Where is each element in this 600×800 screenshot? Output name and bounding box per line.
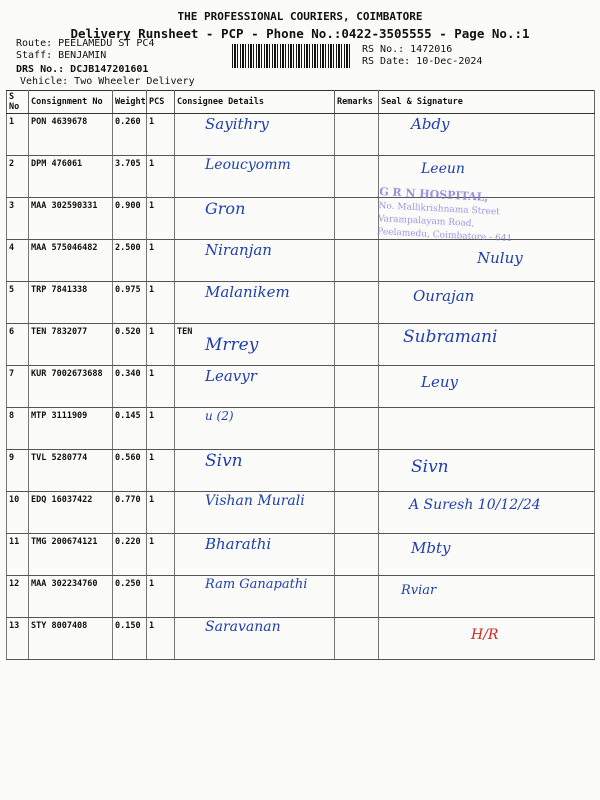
row-sno: 10 (7, 492, 29, 534)
table-row (7, 114, 595, 156)
row-consignee-details (175, 534, 335, 576)
row-consignee-details (175, 492, 335, 534)
row-remarks (335, 534, 379, 576)
seal-signature: Mbty (411, 539, 451, 557)
row-sno: 5 (7, 282, 29, 324)
row-weight: 0.770 (113, 492, 147, 534)
row-consignee-details (175, 408, 335, 450)
row-weight: 2.500 (113, 240, 147, 282)
row-sno: 11 (7, 534, 29, 576)
row-sno: 8 (7, 408, 29, 450)
seal-name: G R N HOSPITAL, (378, 185, 489, 204)
row-seal-signature (379, 366, 595, 408)
table-row (7, 324, 595, 366)
table-header-row (7, 91, 595, 114)
row-consignment-no: TMG 200674121 (29, 534, 113, 576)
row-consignee-details (175, 618, 335, 660)
row-consignment-no: DPM 476061 (29, 156, 113, 198)
col-consignee: Consignee Details (175, 91, 335, 114)
consignee-signature: Saravanan (205, 619, 281, 635)
seal-signature: Abdy (411, 115, 450, 133)
seal-signature: Leuy (421, 373, 458, 391)
row-pcs: 1 (147, 156, 175, 198)
seal-signature: Rviar (401, 583, 437, 598)
row-sno: 9 (7, 450, 29, 492)
row-pcs: 1 (147, 576, 175, 618)
consignee-signature: Malanikem (205, 283, 290, 301)
row-weight: 0.900 (113, 198, 147, 240)
row-pcs: 1 (147, 198, 175, 240)
row-consignment-no: MAA 302234760 (29, 576, 113, 618)
row-weight: 0.250 (113, 576, 147, 618)
row-consignment-no: TVL 5280774 (29, 450, 113, 492)
hospital-seal (377, 185, 530, 251)
row-seal-signature (379, 618, 595, 660)
consignee-signature: Niranjan (205, 241, 272, 259)
row-consignment-no: EDQ 16037422 (29, 492, 113, 534)
row-remarks (335, 450, 379, 492)
row-consignment-no: TRP 7841338 (29, 282, 113, 324)
table-row (7, 408, 595, 450)
row-weight: 0.145 (113, 408, 147, 450)
runsheet-title: Delivery Runsheet - PCP - Phone No.:0422-3505555 - Page No.:1 (70, 26, 530, 41)
consignee-signature: Gron (205, 199, 246, 218)
row-consignment-no: TEN 7832077 (29, 324, 113, 366)
row-seal-signature (379, 450, 595, 492)
row-sno: 6 (7, 324, 29, 366)
seal-signature: Ourajan (413, 287, 475, 305)
row-pcs: 1 (147, 324, 175, 366)
row-remarks (335, 618, 379, 660)
row-sno: 12 (7, 576, 29, 618)
consignee-signature: Sayithry (205, 115, 269, 133)
row-seal-signature (379, 324, 595, 366)
consignee-signature: Mrrey (205, 335, 259, 355)
seal-signature: Leeun (421, 161, 465, 177)
row-sno: 7 (7, 366, 29, 408)
table-row (7, 534, 595, 576)
row-consignment-no: MAA 302590331 (29, 198, 113, 240)
table-row (7, 576, 595, 618)
consignee-signature: Vishan Murali (205, 493, 305, 509)
table-row (7, 618, 595, 660)
row-remarks (335, 324, 379, 366)
row-weight: 0.260 (113, 114, 147, 156)
row-consignee-details (175, 114, 335, 156)
row-remarks (335, 366, 379, 408)
seal-signature: Nuluy (477, 249, 523, 267)
row-pcs: 1 (147, 282, 175, 324)
row-sno: 1 (7, 114, 29, 156)
row-remarks (335, 576, 379, 618)
row-pcs: 1 (147, 240, 175, 282)
seal-line-1: No. Mallikrishnama Street (378, 201, 501, 218)
staff-label: Staff: BENJAMIN (16, 50, 107, 61)
table-row (7, 282, 595, 324)
row-remarks (335, 408, 379, 450)
row-weight: 0.520 (113, 324, 147, 366)
row-consignee-details (175, 366, 335, 408)
row-seal-signature (379, 576, 595, 618)
row-consignee-details (175, 450, 335, 492)
row-weight: 0.340 (113, 366, 147, 408)
col-seal-signature: Seal & Signature (379, 91, 595, 114)
row-consignee-details (175, 198, 335, 240)
col-remarks: Remarks (335, 91, 379, 114)
company-name: THE PROFESSIONAL COURIERS, COIMBATORE (177, 10, 423, 23)
table-row (7, 492, 595, 534)
row-pcs: 1 (147, 114, 175, 156)
row-consignment-no: MAA 575046482 (29, 240, 113, 282)
consignee-signature: Leavyr (205, 367, 257, 385)
row-sno: 4 (7, 240, 29, 282)
consignee-signature: Ram Ganapathi (205, 577, 308, 592)
row-remarks (335, 156, 379, 198)
seal-signature: Subramani (403, 327, 498, 347)
row-pcs: 1 (147, 534, 175, 576)
row-remarks (335, 282, 379, 324)
row-consignee-details (175, 240, 335, 282)
row-weight: 3.705 (113, 156, 147, 198)
row-seal-signature (379, 534, 595, 576)
row-seal-signature (379, 408, 595, 450)
route-label: Route: PEELAMEDU ST PC4 (16, 38, 155, 49)
row-sno: 3 (7, 198, 29, 240)
consignee-signature: Sivn (205, 451, 243, 471)
vehicle-label: Vehicle: Two Wheeler Delivery (20, 76, 195, 87)
row-pcs: 1 (147, 618, 175, 660)
row-weight: 0.150 (113, 618, 147, 660)
col-consignment: Consignment No (29, 91, 113, 114)
row-pcs: 1 (147, 492, 175, 534)
table-row (7, 366, 595, 408)
col-sno: S No (7, 91, 29, 114)
seal-signature: Sivn (411, 457, 449, 477)
row-remarks (335, 114, 379, 156)
row-weight: 0.220 (113, 534, 147, 576)
seal-line-3: Peelamedu, Coimbatore - 641 (376, 227, 513, 245)
row-consignee-details (175, 156, 335, 198)
rs-number: RS No.: 1472016 (362, 44, 453, 55)
consignee-printed: TEN (177, 327, 193, 337)
table-row (7, 450, 595, 492)
col-weight: Weight (113, 91, 147, 114)
row-consignment-no: MTP 3111909 (29, 408, 113, 450)
row-sno: 13 (7, 618, 29, 660)
row-sno: 2 (7, 156, 29, 198)
consignee-signature: Leoucyomm (205, 157, 291, 173)
row-remarks (335, 240, 379, 282)
rs-date: RS Date: 10-Dec-2024 (362, 56, 483, 67)
col-pcs: PCS (147, 91, 175, 114)
row-consignment-no: KUR 7002673688 (29, 366, 113, 408)
row-pcs: 1 (147, 450, 175, 492)
row-remarks (335, 198, 379, 240)
row-consignee-details (175, 324, 335, 366)
row-weight: 0.560 (113, 450, 147, 492)
row-consignee-details (175, 576, 335, 618)
row-consignment-no: STY 8007408 (29, 618, 113, 660)
row-seal-signature (379, 114, 595, 156)
seal-line-2: Varampalayam Road, (377, 214, 475, 230)
row-seal-signature (379, 282, 595, 324)
consignee-signature: u (2) (205, 409, 234, 423)
seal-signature: A Suresh 10/12/24 (409, 497, 541, 513)
row-consignee-details (175, 282, 335, 324)
row-remarks (335, 492, 379, 534)
consignee-signature: Bharathi (205, 535, 272, 553)
barcode (232, 44, 352, 68)
row-pcs: 1 (147, 408, 175, 450)
runsheet-table (6, 90, 595, 660)
row-weight: 0.975 (113, 282, 147, 324)
seal-signature: H/R (471, 627, 499, 643)
row-seal-signature (379, 492, 595, 534)
row-pcs: 1 (147, 366, 175, 408)
drs-number: DRS No.: DCJB147201601 (16, 64, 149, 75)
row-consignment-no: PON 4639678 (29, 114, 113, 156)
